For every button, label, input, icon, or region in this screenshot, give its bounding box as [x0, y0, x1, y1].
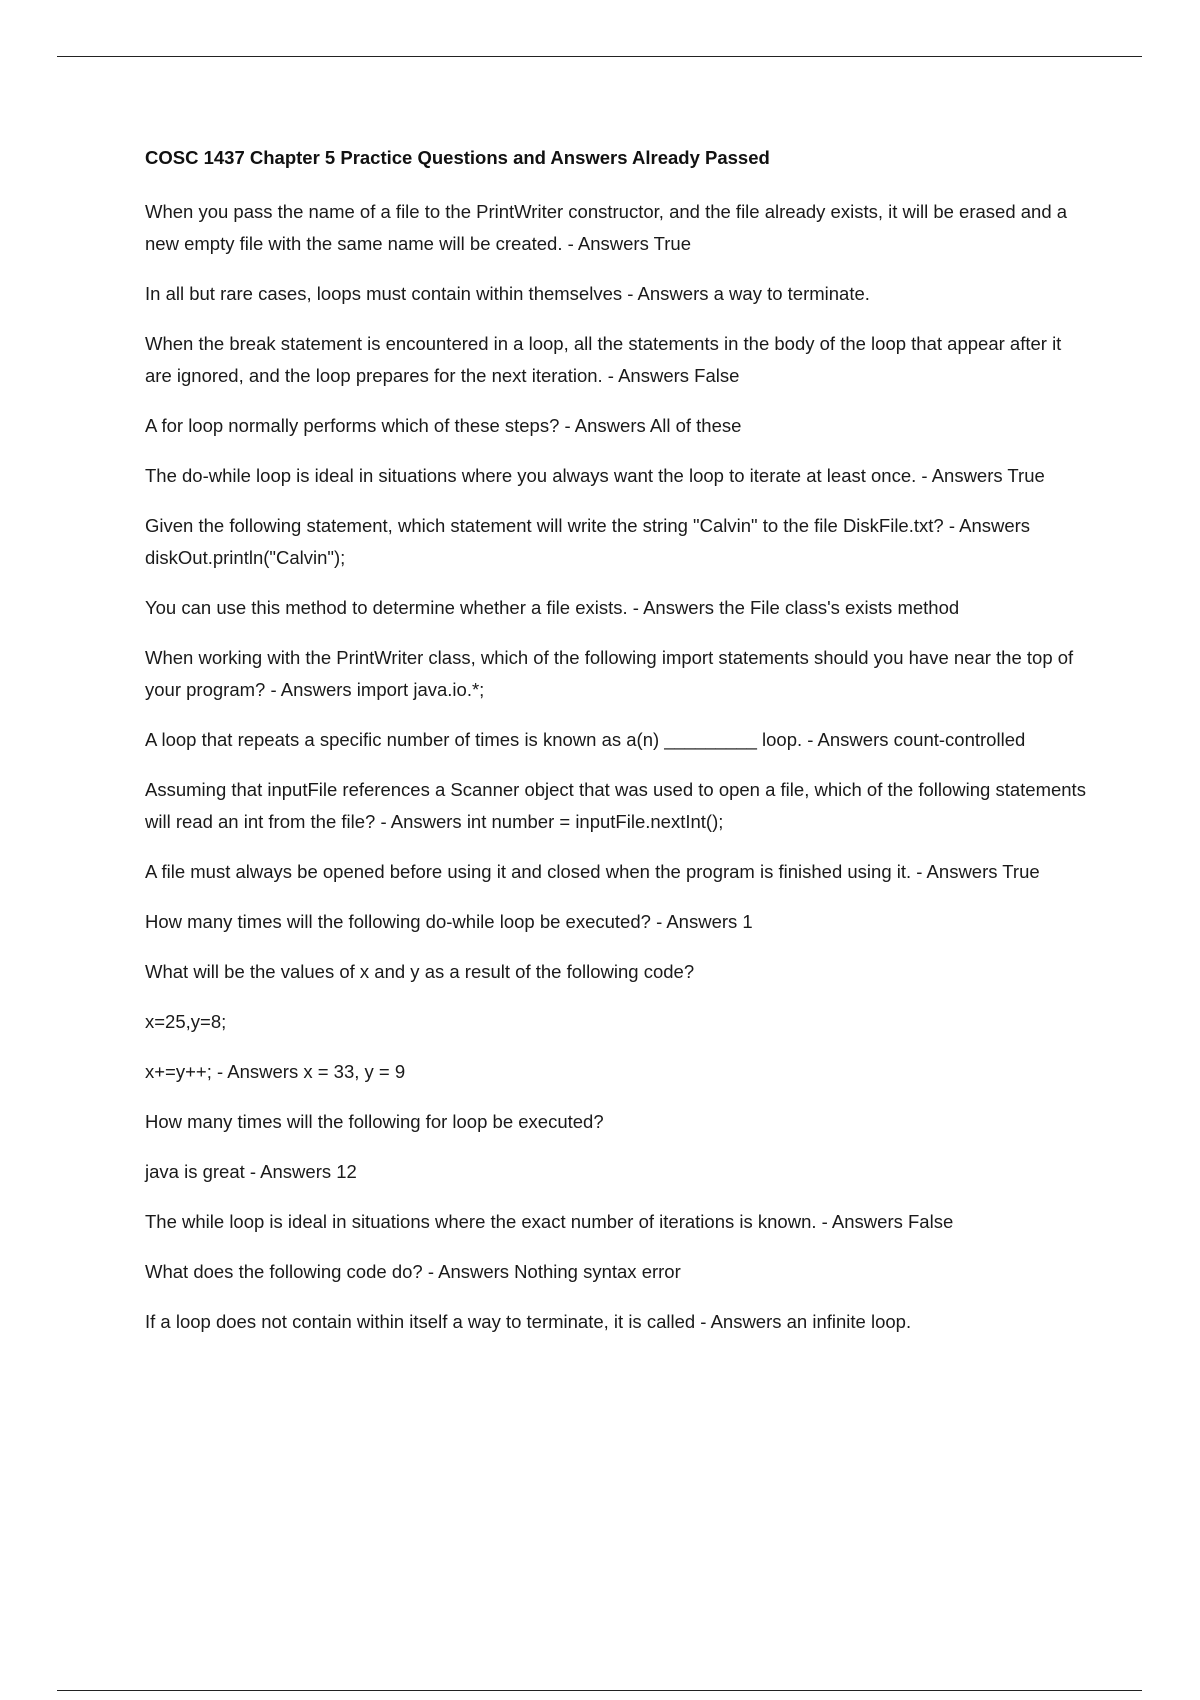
qa-paragraph-15: x+=y++; - Answers x = 33, y = 9 — [145, 1061, 406, 1082]
qa-list — [145, 196, 1090, 1338]
qa-paragraph-18: The while loop is ideal in situations where the exact number of iterations is known. - Answers False — [145, 1211, 954, 1232]
qa-paragraph-17: java is great - Answers 12 — [145, 1161, 357, 1182]
qa-paragraph-13: What will be the values of x and y as a result of the following code? — [145, 961, 695, 982]
qa-paragraph-7: You can use this method to determine whether a file exists. - Answers the File class's exists method — [145, 597, 960, 618]
qa-paragraph-19: What does the following code do? - Answers Nothing syntax error — [145, 1261, 681, 1282]
qa-paragraph-9: A loop that repeats a specific number of times is known as a(n) _________ loop. - Answers count-controlled — [145, 729, 1026, 750]
qa-paragraph-2: In all but rare cases, loops must contain within themselves - Answers a way to terminate. — [145, 283, 870, 304]
qa-paragraph-16: How many times will the following for loop be executed? — [145, 1111, 604, 1132]
qa-paragraph-8: When working with the PrintWriter class, which of the following import statements should you have near the top of your program? - Answers import java.io.*; — [145, 647, 1074, 700]
qa-paragraph-10: Assuming that inputFile references a Scanner object that was used to open a file, which of the following statements will read an int from the file? - Answers int number = inputFile.nextInt(); — [145, 779, 1086, 832]
qa-paragraph-6: Given the following statement, which statement will write the string "Calvin" to the file DiskFile.txt? - Answers diskOut.println("Calvin"); — [145, 515, 1031, 568]
qa-paragraph-1: When you pass the name of a file to the PrintWriter constructor, and the file already exists, it will be erased and a new empty file with the same name will be created. - Answers True — [145, 201, 1068, 254]
qa-paragraph-5: The do-while loop is ideal in situations where you always want the loop to iterate at least once. - Answers True — [145, 465, 1045, 486]
document-body — [145, 143, 1090, 1356]
qa-paragraph-4: A for loop normally performs which of these steps? - Answers All of these — [145, 415, 742, 436]
qa-paragraph-11: A file must always be opened before using it and closed when the program is finished using it. - Answers True — [145, 861, 1040, 882]
qa-paragraph-14: x=25,y=8; — [145, 1011, 227, 1032]
top-divider — [57, 56, 1142, 57]
bottom-divider — [57, 1690, 1142, 1691]
document-title: COSC 1437 Chapter 5 Practice Questions and Answers Already Passed — [145, 147, 770, 168]
qa-paragraph-3: When the break statement is encountered in a loop, all the statements in the body of the loop that appear after it are ignored, and the loop prepares for the next iteration. - Answers False — [145, 333, 1062, 386]
qa-paragraph-12: How many times will the following do-while loop be executed? - Answers 1 — [145, 911, 753, 932]
qa-paragraph-20: If a loop does not contain within itself a way to terminate, it is called - Answers an infinite loop. — [145, 1311, 912, 1332]
